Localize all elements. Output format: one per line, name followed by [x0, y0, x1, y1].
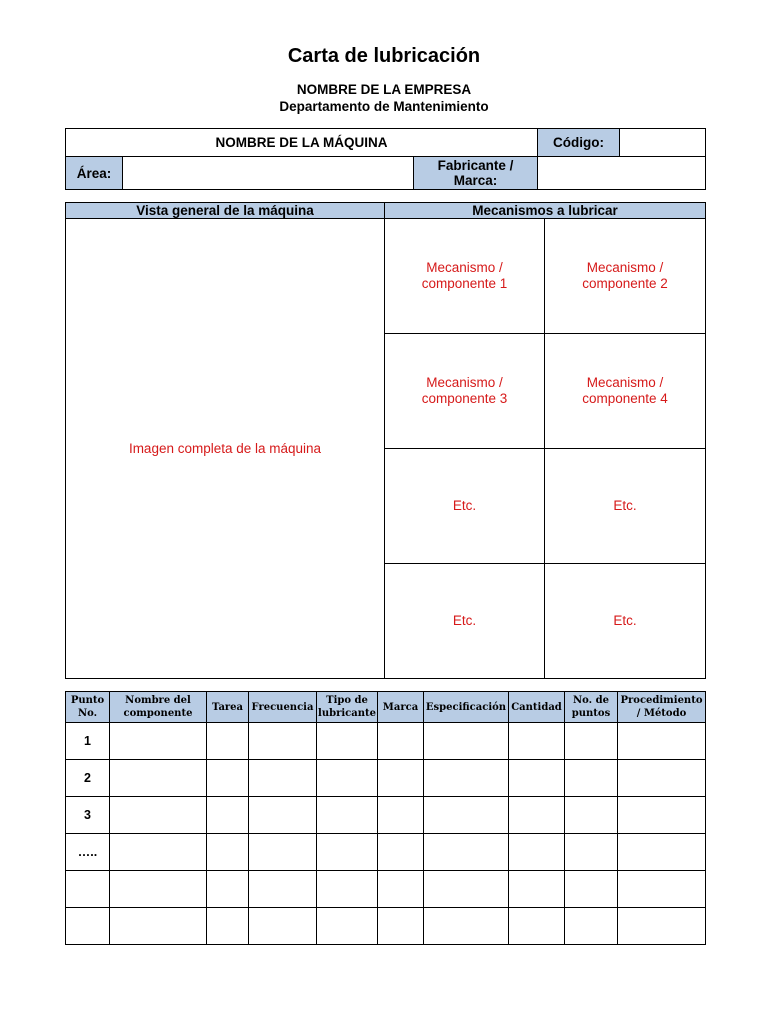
table-cell[interactable]	[249, 908, 317, 945]
mechanism-line2: componente 3	[421, 391, 508, 406]
point-number-cell: 3	[66, 797, 110, 834]
header-line1: Cantidad	[511, 701, 562, 713]
lubrication-points-table	[65, 691, 706, 945]
company-name: NOMBRE DE LA EMPRESA	[296, 82, 472, 97]
table-cell[interactable]	[424, 723, 509, 760]
header-line2: puntos	[571, 708, 611, 719]
column-header	[509, 692, 565, 723]
table-cell[interactable]	[207, 797, 249, 834]
mechanism-cell	[385, 449, 545, 564]
table-cell[interactable]	[509, 908, 565, 945]
column-header	[249, 692, 317, 723]
table-cell[interactable]	[378, 908, 424, 945]
table-cell[interactable]	[509, 797, 565, 834]
table-cell[interactable]	[424, 797, 509, 834]
column-header	[207, 692, 249, 723]
table-cell[interactable]	[378, 797, 424, 834]
mechanism-line1: Etc.	[452, 613, 477, 628]
machine-image-placeholder: Imagen completa de la máquina	[66, 219, 385, 679]
table-cell[interactable]	[565, 797, 618, 834]
table-cell[interactable]	[249, 871, 317, 908]
table-cell[interactable]	[249, 760, 317, 797]
mechanism-line2: componente 1	[421, 276, 508, 291]
header-line1: Marca	[382, 701, 419, 713]
mechanism-line1: Etc.	[613, 613, 637, 628]
table-cell[interactable]	[249, 797, 317, 834]
header-line2: / Método	[636, 708, 687, 719]
table-cell[interactable]	[207, 834, 249, 871]
table-cell[interactable]	[110, 834, 207, 871]
mechanism-line2: componente 4	[582, 391, 668, 406]
header-line1: Punto	[70, 695, 105, 706]
maker-label	[414, 157, 538, 190]
column-header	[110, 692, 207, 723]
point-number-cell: 2	[66, 760, 110, 797]
table-row	[66, 797, 706, 834]
table-cell[interactable]	[424, 760, 509, 797]
mechanism-cell	[385, 334, 545, 449]
table-cell[interactable]	[207, 760, 249, 797]
header-line2: lubricante	[318, 708, 376, 719]
header-line1: Tipo de	[326, 695, 368, 706]
mechanism-cell	[545, 564, 706, 679]
table-cell[interactable]	[424, 908, 509, 945]
column-header	[378, 692, 424, 723]
point-number-cell: 1	[66, 723, 110, 760]
mechanism-cell	[545, 219, 706, 334]
table-cell[interactable]	[618, 908, 706, 945]
table-cell[interactable]	[618, 723, 706, 760]
mechanism-cell	[545, 334, 706, 449]
table-cell[interactable]	[110, 797, 207, 834]
table-cell[interactable]	[509, 760, 565, 797]
machine-view-table	[65, 202, 706, 679]
mechanism-line1: Etc.	[452, 498, 477, 513]
header-line2: componente	[123, 708, 193, 719]
table-cell[interactable]	[207, 723, 249, 760]
table-cell[interactable]	[424, 834, 509, 871]
page-title: Carta de lubricación	[287, 45, 481, 67]
table-cell[interactable]	[378, 871, 424, 908]
point-number-cell: …..	[66, 834, 110, 871]
area-label: Área:	[66, 157, 123, 190]
machine-name-label: NOMBRE DE LA MÁQUINA	[66, 129, 538, 157]
table-cell[interactable]	[565, 760, 618, 797]
header-line1: Frecuencia	[251, 701, 314, 713]
maker-field[interactable]	[538, 157, 706, 190]
header-line1: Tarea	[211, 701, 244, 713]
table-row	[66, 723, 706, 760]
mechanism-line1: Mecanismo /	[426, 260, 503, 275]
point-number-cell	[66, 908, 110, 945]
table-cell[interactable]	[207, 908, 249, 945]
machine-info-table	[65, 128, 706, 190]
table-cell[interactable]	[110, 723, 207, 760]
mechanism-line1: Mecanismo /	[586, 375, 664, 390]
table-cell[interactable]	[424, 871, 509, 908]
point-number-cell	[66, 871, 110, 908]
table-cell[interactable]	[618, 760, 706, 797]
column-header	[317, 692, 378, 723]
table-cell[interactable]	[378, 834, 424, 871]
mechanism-line1: Mecanismo /	[426, 375, 503, 390]
mechanisms-header: Mecanismos a lubricar	[385, 203, 706, 219]
table-cell[interactable]	[317, 723, 378, 760]
mechanism-cell	[385, 564, 545, 679]
table-cell[interactable]	[110, 760, 207, 797]
table-cell[interactable]	[317, 797, 378, 834]
table-cell[interactable]	[110, 871, 207, 908]
table-cell[interactable]	[565, 908, 618, 945]
table-cell[interactable]	[509, 871, 565, 908]
table-cell[interactable]	[565, 834, 618, 871]
code-field[interactable]	[620, 129, 706, 157]
header-line1: No. de	[573, 695, 609, 706]
table-row	[66, 908, 706, 945]
header-line1: Procedimiento	[620, 695, 703, 706]
lubrication-points-body	[66, 723, 706, 945]
column-header	[565, 692, 618, 723]
table-cell[interactable]	[618, 797, 706, 834]
column-header	[66, 692, 110, 723]
table-cell[interactable]	[378, 760, 424, 797]
table-cell[interactable]	[317, 908, 378, 945]
mechanism-cell	[385, 219, 545, 334]
table-cell[interactable]	[249, 834, 317, 871]
column-header	[424, 692, 509, 723]
general-view-header: Vista general de la máquina	[66, 203, 385, 219]
column-header	[618, 692, 706, 723]
mechanism-line1: Etc.	[613, 498, 637, 513]
table-row	[66, 834, 706, 871]
table-cell[interactable]	[509, 723, 565, 760]
maker-label-line1: Fabricante /	[437, 158, 514, 173]
table-cell[interactable]	[249, 723, 317, 760]
header-line1: Nombre del	[125, 695, 191, 706]
table-cell[interactable]	[317, 871, 378, 908]
table-cell[interactable]	[317, 834, 378, 871]
header-line2: No.	[77, 708, 98, 719]
table-cell[interactable]	[110, 908, 207, 945]
mechanism-cell	[545, 449, 706, 564]
mechanism-line2: componente 2	[582, 276, 668, 291]
table-cell[interactable]	[565, 871, 618, 908]
mechanism-line1: Mecanismo /	[586, 260, 664, 275]
table-cell[interactable]	[317, 760, 378, 797]
department-name: Departamento de Mantenimiento	[279, 99, 489, 114]
table-row	[66, 760, 706, 797]
table-row	[66, 871, 706, 908]
table-cell[interactable]	[509, 834, 565, 871]
maker-label-line2: Marca:	[453, 173, 498, 188]
table-cell[interactable]	[378, 723, 424, 760]
table-cell[interactable]	[207, 871, 249, 908]
area-field[interactable]	[123, 157, 414, 190]
code-label: Código:	[538, 129, 620, 157]
table-cell[interactable]	[618, 834, 706, 871]
table-cell[interactable]	[565, 723, 618, 760]
header-line1: Especificación	[425, 701, 507, 713]
table-cell[interactable]	[618, 871, 706, 908]
